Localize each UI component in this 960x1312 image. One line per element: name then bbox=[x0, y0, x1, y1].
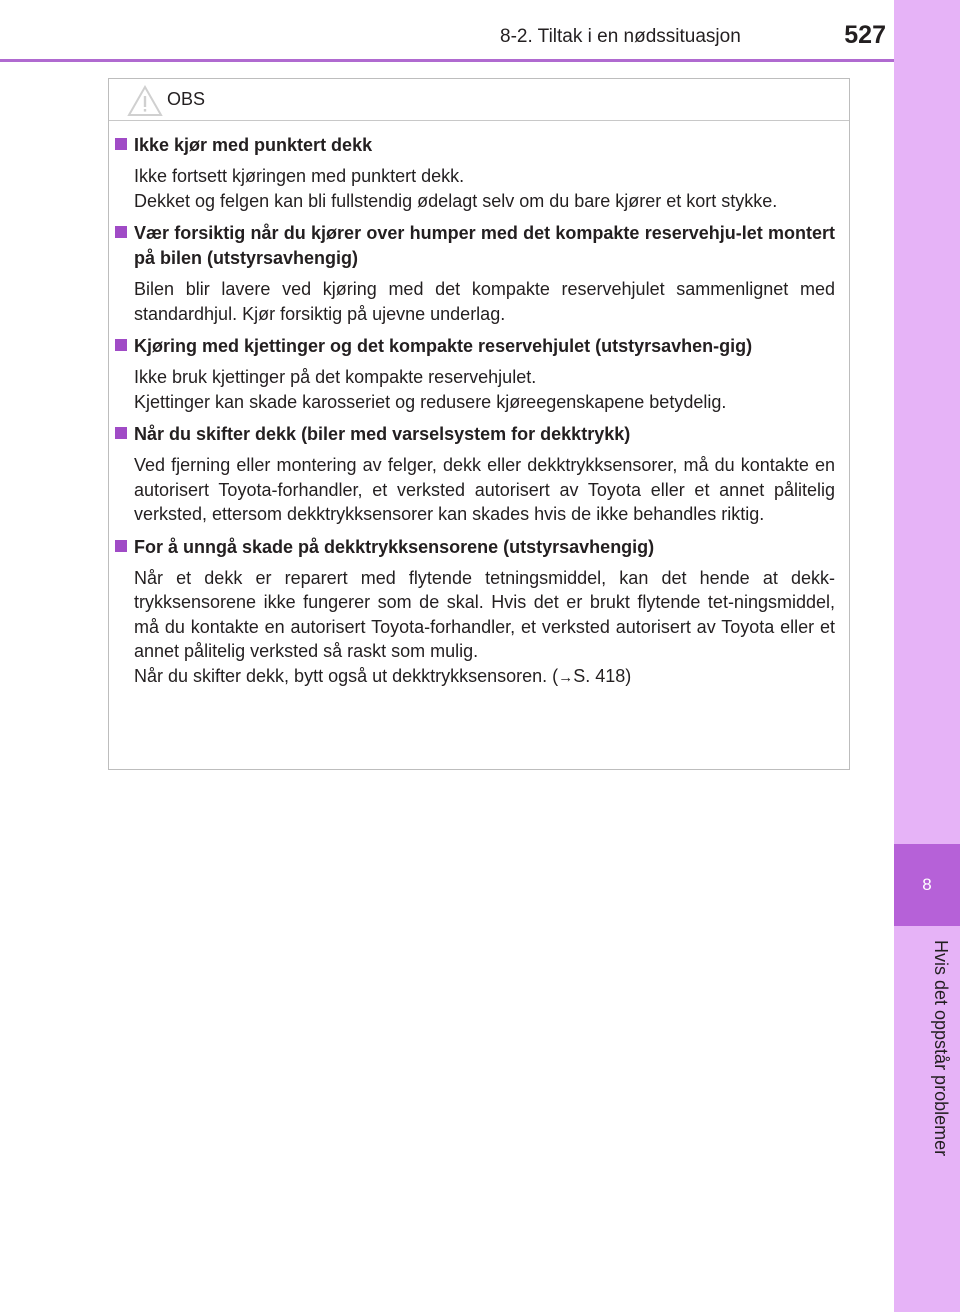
section-heading: Ikke kjør med punktert dekk bbox=[109, 133, 849, 158]
section-heading: Når du skifter dekk (biler med varselsystem for dekktrykk) bbox=[109, 422, 849, 447]
notice-section bbox=[109, 221, 849, 326]
paragraph: Når et dekk er reparert med flytende tetningsmiddel, kan det hende at dekk-trykksensorene ikke fungerer som de skal. Hvis det er brukt flytende tet-ningsmiddel, må du kontakte en autorisert Toyota-forhandler, et verksted autorisert av Toyota eller et annet pålitelig verksted så raskt som mulig. bbox=[134, 567, 835, 661]
square-bullet-icon bbox=[115, 138, 127, 150]
section-text bbox=[109, 365, 849, 414]
notice-box bbox=[108, 78, 850, 770]
reference-paragraph: Når du skifter dekk, bytt også ut dekktrykksensoren. (→S. 418) bbox=[134, 665, 632, 686]
chapter-title: Hvis det oppstår problemer bbox=[931, 940, 951, 1157]
notice-body bbox=[109, 133, 849, 698]
section-text bbox=[109, 453, 849, 527]
notice-section bbox=[109, 535, 849, 691]
arrow-right-icon: → bbox=[558, 668, 574, 686]
page-reference-link[interactable]: S. 418 bbox=[573, 665, 626, 686]
notice-section bbox=[109, 133, 849, 213]
section-text bbox=[109, 164, 849, 213]
paragraph: Ikke bruk kjettinger på det kompakte reservehjulet. bbox=[134, 367, 537, 387]
notice-header bbox=[109, 79, 849, 121]
paragraph: Dekket og felgen kan bli fullstendig ødelagt selv om du bare kjører et kort stykke. bbox=[134, 190, 778, 211]
square-bullet-icon bbox=[115, 427, 127, 439]
square-bullet-icon bbox=[115, 226, 127, 238]
section-heading: Kjøring med kjettinger og det kompakte reservehjulet (utstyrsavhen-gig) bbox=[109, 334, 849, 359]
paragraph: Ikke fortsett kjøringen med punktert dekk. bbox=[134, 166, 465, 186]
section-title: 8-2. Tiltak i en nødssituasjon bbox=[500, 26, 741, 47]
notice-section bbox=[109, 334, 849, 414]
warning-triangle-icon bbox=[127, 85, 163, 117]
section-heading: For å unngå skade på dekktrykksensorene (utstyrsavhengig) bbox=[109, 535, 849, 560]
section-text bbox=[109, 277, 849, 326]
section-heading: Vær forsiktig når du kjører over humper med det kompakte reservehju-let montert på bilen (utstyrsavhengig) bbox=[109, 221, 849, 271]
chapter-number-tab[interactable]: 8 bbox=[894, 844, 960, 926]
section-text bbox=[109, 566, 849, 691]
square-bullet-icon bbox=[115, 540, 127, 552]
notice-label: OBS bbox=[167, 89, 206, 109]
paragraph: Bilen blir lavere ved kjøring med det kompakte reservehjulet sammenlignet med standardhjul. Kjør forsiktig på ujevne underlag. bbox=[134, 279, 835, 324]
paragraph: Kjettinger kan skade karosseriet og redusere kjøreegenskapene betydelig. bbox=[134, 391, 727, 412]
page-number: 527 bbox=[844, 21, 886, 49]
paragraph: Ved fjerning eller montering av felger, dekk eller dekktrykksensorer, må du kontakte en autorisert Toyota-forhandler, et verksted autorisert av Toyota eller et annet pålitelig verksted, ettersom dekktrykksensorer kan skades hvis de ikke behandles riktig. bbox=[134, 455, 835, 524]
header-divider bbox=[0, 59, 894, 62]
square-bullet-icon bbox=[115, 339, 127, 351]
notice-section bbox=[109, 422, 849, 527]
